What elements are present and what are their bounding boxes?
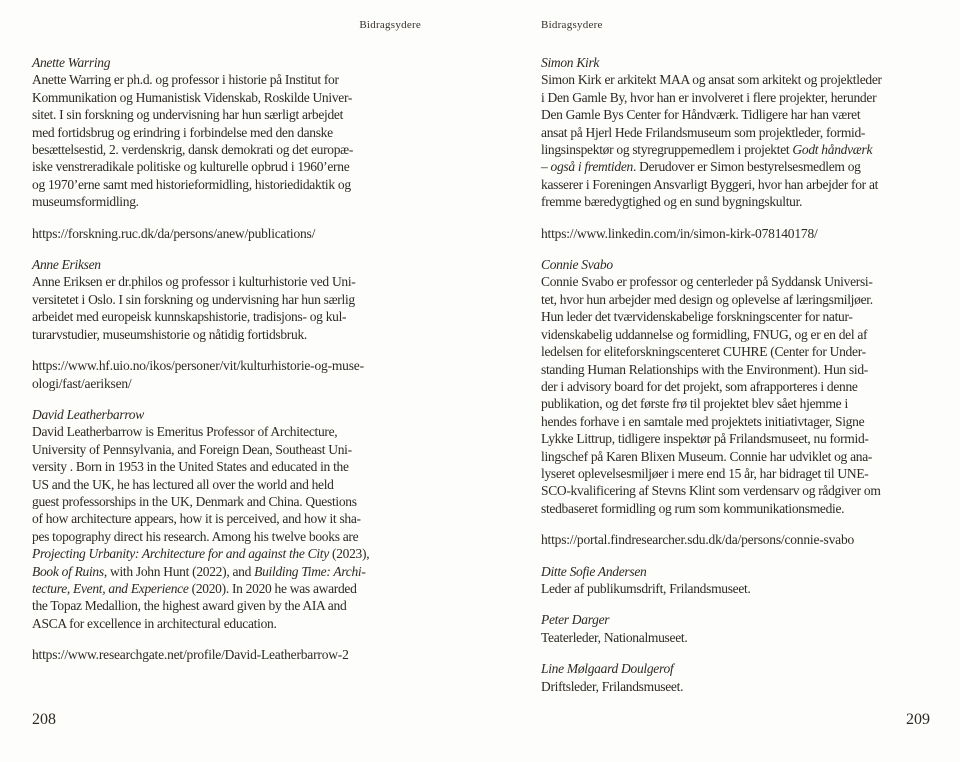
bio-line: sitet. I sin forskning og undervisning har hun særligt arbejdet: [32, 107, 344, 123]
bio-line: the Topaz Medallion, the highest award given by the AIA and: [32, 598, 347, 614]
running-header: Bidragsydere: [359, 19, 421, 31]
contributor-name: Simon Kirk: [541, 55, 600, 70]
contributor-section: [541, 54, 943, 242]
bio-line: versitetet i Oslo. I sin forskning og undervisning har hun særlig: [32, 291, 355, 307]
bio-line: Lykke Littrup, tidligere inspektør på Frilandsmuseet, nu formid-: [541, 431, 869, 447]
bio-line: versity . Born in 1953 in the United States and educated in the: [32, 459, 349, 475]
bio-line: David Leatherbarrow is Emeritus Professor of Architecture,: [32, 424, 338, 440]
bio-line: tet, hvor hun arbejder med design og oplevelse af læringsmiljøer.: [541, 291, 873, 307]
bio-line: tecture, Event, and Experience (2020). In 2020 he was awarded: [32, 580, 357, 596]
bio-line: ASCA for excellence in architectural education.: [32, 615, 277, 631]
bio-line: Anne Eriksen er dr.philos og professor i kulturhistorie ved Uni-: [32, 274, 356, 290]
contributor-name: Ditte Sofie Andersen: [541, 563, 647, 579]
bio-line: standing Human Relationships with the Environment). Hun sid-: [541, 361, 868, 377]
bio-line: Simon Kirk er arkitekt MAA og ansat som arkitekt og projektleder: [541, 72, 882, 88]
contributor-name: Peter Darger: [541, 612, 610, 628]
profile-url[interactable]: [541, 531, 943, 548]
bio-line: pes topography direct his research. Among his twelve books are: [32, 528, 359, 544]
running-header: Bidragsydere: [541, 19, 603, 31]
bio-line: kasserer i Foreningen Ansvarligt Byggeri, hvor han arbejder for at: [541, 176, 879, 192]
contributor-section: [32, 256, 444, 392]
contributor-section: [541, 563, 943, 598]
bio-line: i Den Gamle By, hvor han er involveret i flere projekter, herunder: [541, 89, 877, 105]
bio-line: der i advisory board for det projekt, som afrapporteres i denne: [541, 378, 858, 394]
bio-line: hendes forhave i en samtale med projektets initiativtager, Signe: [541, 413, 865, 429]
contributor-name: David Leatherbarrow: [32, 406, 144, 422]
profile-url[interactable]: [32, 225, 444, 242]
bio-line: Kommunikation og Humanistisk Videnskab, Roskilde Univer-: [32, 89, 353, 105]
bio-line: ledelsen for eliteforskningscenteret CUHRE (Center for Under-: [541, 344, 866, 360]
page-number: 209: [906, 711, 930, 728]
contributor-name: Anne Eriksen: [32, 257, 101, 273]
url-line[interactable]: https://www.researchgate.net/profile/David-Leatherbarrow-2: [32, 647, 349, 663]
bio-line: Driftsleder, Frilandsmuseet.: [541, 678, 684, 694]
bio-line: arbeidet med europeisk kunnskapshistorie, tradisjons- og kul-: [32, 309, 347, 325]
bio-line: videnskabelig uddannelse og formidling, FNUG, og er en del af: [541, 326, 868, 342]
bio-line: fremme bæredygtighed og en sund bygningskultur.: [541, 194, 803, 210]
bio-line: Connie Svabo er professor og centerleder på Syddansk Universi-: [541, 274, 873, 290]
bio-line: og 1970’erne samt med historieformidling, historiedidaktik og: [32, 176, 351, 192]
bio-line: guest professorships in the UK, Denmark and China. Questions: [32, 493, 357, 509]
bio-line: – også i fremtiden. Derudover er Simon bestyrelsesmedlem og: [541, 159, 861, 175]
contributors-column-left: [32, 54, 444, 678]
url-line[interactable]: https://www.linkedin.com/in/simon-kirk-078140178/: [541, 225, 818, 241]
url-line[interactable]: https://www.hf.uio.no/ikos/personer/vit/kulturhistorie-og-muse-: [32, 358, 364, 374]
contributor-section: [541, 611, 943, 646]
bio-line: iske venstreradikale politiske og kulturelle opbrud i 1960’erne: [32, 159, 350, 175]
contributor-name: Connie Svabo: [541, 257, 613, 273]
bio-line: Den Gamle Bys Center for Håndværk. Tidligere har han været: [541, 107, 861, 123]
bio-line: Hun leder det tværvidenskabelige forskningscenter for natur-: [541, 309, 853, 325]
profile-url[interactable]: [32, 646, 444, 663]
contributor-section: [541, 256, 943, 549]
contributor-section: [32, 54, 444, 242]
bio-line: of how architecture appears, how it is perceived, and how it sha-: [32, 511, 361, 527]
url-line[interactable]: ologi/fast/aeriksen/: [32, 375, 132, 391]
contributors-column-right: [541, 54, 943, 709]
bio-line: stedbaseret formidling og rum som kommunikationsmedie.: [541, 500, 845, 516]
bio-line: lyseret oplevelsesmiljøer i mere end 15 år, har bidraget til UNE-: [541, 465, 869, 481]
profile-url[interactable]: [32, 357, 444, 392]
bio-line: University of Pennsylvania, and Foreign Dean, Southeast Uni-: [32, 441, 352, 457]
bio-line: turarvstudier, museumshistorie og nåtidig fortidsbruk.: [32, 326, 307, 342]
url-line[interactable]: https://portal.findresearcher.sdu.dk/da/persons/connie-svabo: [541, 532, 855, 548]
right-page: [480, 0, 960, 762]
contributor-section: [32, 406, 444, 664]
bio-line: Teaterleder, Nationalmuseet.: [541, 629, 688, 645]
bio-line: lingsinspektør og styregruppemedlem i projektet Godt håndværk: [541, 142, 873, 158]
contributor-name: Anette Warring: [32, 55, 111, 70]
bio-line: SCO-kvalificering af Stevns Klint som verdensarv og rådgiver om: [541, 483, 881, 499]
bio-line: besættelsestid, 2. verdenskrig, dansk demokrati og det europæ-: [32, 142, 354, 158]
bio-line: Projecting Urbanity: Architecture for and against the City (2023),: [32, 546, 370, 562]
bio-line: US and the UK, he has lectured all over the world and held: [32, 476, 334, 492]
bio-line: lingschef på Karen Blixen Museum. Connie har udviklet og ana-: [541, 448, 873, 464]
page-number: 208: [32, 711, 56, 728]
contributor-section: [541, 660, 943, 695]
bio-line: publikation, og det første frø til projektet blev sået hjemme i: [541, 396, 848, 412]
bio-line: Book of Ruins, with John Hunt (2022), and Building Time: Archi-: [32, 563, 366, 579]
bio-line: Anette Warring er ph.d. og professor i historie på Institut for: [32, 72, 339, 88]
contributor-name: Line Mølgaard Doulgerof: [541, 661, 674, 677]
url-line[interactable]: https://forskning.ruc.dk/da/persons/anew/publications/: [32, 225, 316, 241]
bio-line: museumsformidling.: [32, 194, 139, 210]
bio-line: ansat på Hjerl Hede Frilandsmuseum som projektleder, formid-: [541, 124, 866, 140]
bio-line: med fortidsbrug og erindring i forbindelse med den danske: [32, 124, 333, 140]
bio-line: Leder af publikumsdrift, Frilandsmuseet.: [541, 580, 751, 596]
profile-url[interactable]: [541, 225, 943, 242]
